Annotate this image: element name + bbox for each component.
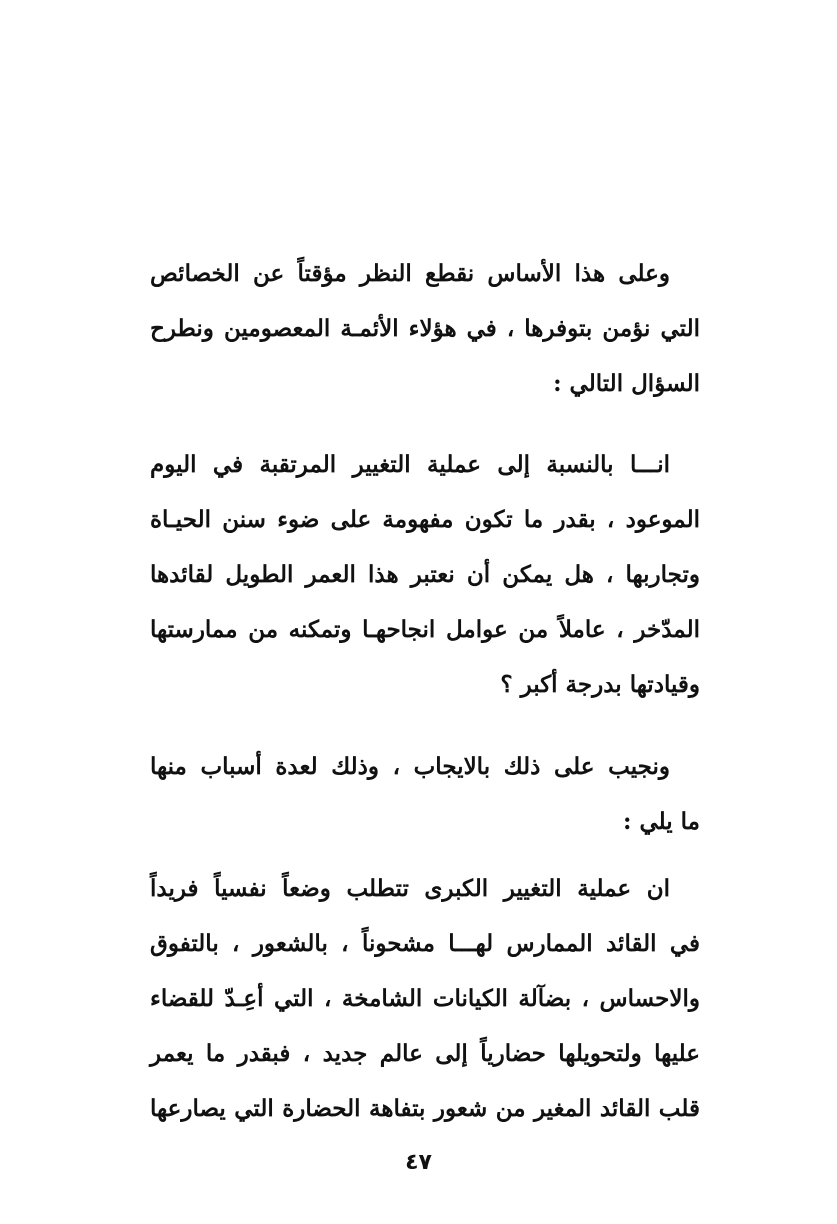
paragraph-line: والاحساس ، بضآلة الكيانات الشامخة ، التي أعِـدّ للقضاء [150, 985, 700, 1012]
paragraph-3 [150, 739, 700, 849]
paragraph-line: ان عملية التغيير الكبرى تتطلب وضعاً نفسياً فريداً [150, 875, 670, 902]
paragraph-1 [150, 246, 700, 411]
paragraph-line: السؤال التالي : [553, 370, 700, 397]
paragraph-line: في القائد الممارس لهـــا مشحوناً ، بالشعور ، بالتفوق [150, 930, 700, 957]
paragraph-line: ما يلي : [622, 808, 700, 835]
paragraph-2 [150, 437, 700, 712]
paragraph-line: انـــا بالنسبة إلى عملية التغيير المرتقبة في اليوم [150, 451, 670, 478]
paragraph-4 [150, 861, 700, 1136]
paragraph-line: عليها ولتحويلها حضارياً إلى عالم جديد ، فبقدر ما يعمر [150, 1040, 700, 1067]
paragraph-line: وتجاربها ، هل يمكن أن نعتبر هذا العمر الطويل لقائدها [150, 561, 700, 588]
paragraph-line: وعلى هذا الأساس نقطع النظر مؤقتاً عن الخصائص [150, 260, 670, 287]
paragraph-line: وقيادتها بدرجة أكبر ؟ [500, 671, 700, 698]
paragraph-line: قلب القائد المغير من شعور بتفاهة الحضارة التي يصارعها [150, 1095, 700, 1122]
paragraph-line: الموعود ، بقدر ما تكون مفهومة على ضوء سنن الحيـاة [150, 506, 700, 533]
paragraph-line: المدّخر ، عاملاً من عوامل انجاحهـا وتمكنه من ممارستها [150, 616, 700, 643]
paragraph-line: ونجيب على ذلك بالايجاب ، وذلك لعدة أسباب منها [150, 753, 670, 780]
page-number: ٤٧ [405, 1150, 432, 1175]
paragraph-line: التي نؤمن بتوفرها ، في هؤلاء الأئمـة المعصومين ونطرح [150, 315, 700, 342]
